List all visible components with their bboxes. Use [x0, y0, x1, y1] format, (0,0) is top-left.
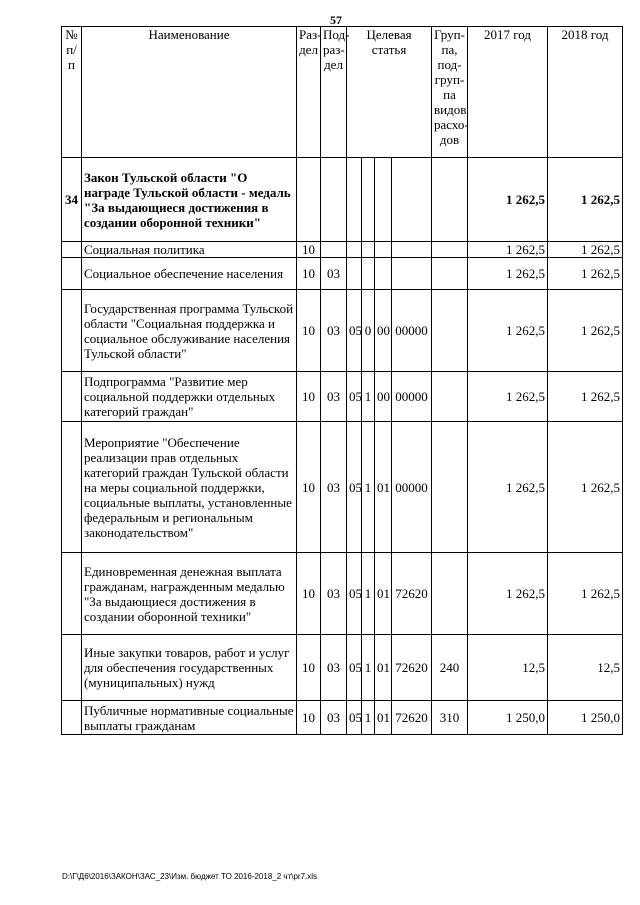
cell-razdel: 10 — [297, 242, 321, 258]
cell-cs-program: 05 — [347, 701, 362, 735]
cell-cs-direction: 00000 — [392, 422, 432, 553]
cell-cs-direction: 72620 — [392, 553, 432, 635]
cell-num — [62, 422, 82, 553]
cell-name: Мероприятие "Обеспечение реализации прав отдельных категорий граждан Тульской области на меры социальной поддержки, социальные выплаты, установленные федеральным и региональным законодательством" — [82, 422, 297, 553]
cell-podrazdel: 03 — [321, 701, 347, 735]
footer-file-path: D:\Г\Д6\2016\ЗАКОН\ЗАС_23\Изм. бюджет ТО 2016-2018_2 чт\pr7.xls — [62, 872, 318, 881]
table-row — [62, 553, 623, 635]
cell-cs-program: 05 — [347, 553, 362, 635]
cell-2017: 1 262,5 — [468, 422, 548, 553]
cell-cs-subprogram: 1 — [362, 422, 375, 553]
cell-cs-program — [347, 258, 362, 290]
cell-podrazdel: 03 — [321, 258, 347, 290]
cell-cs-program: 05 — [347, 290, 362, 372]
cell-2017: 1 262,5 — [468, 258, 548, 290]
cell-razdel: 10 — [297, 372, 321, 422]
cell-cs-subprogram: 1 — [362, 372, 375, 422]
cell-name: Единовременная денежная выплата гражданам, награжденным медалью "За выдающиеся достижения в создании оборонной техники" — [82, 553, 297, 635]
cell-vr — [432, 158, 468, 242]
table-row — [62, 258, 623, 290]
cell-vr — [432, 290, 468, 372]
cell-cs-program: 05 — [347, 372, 362, 422]
cell-razdel: 10 — [297, 635, 321, 701]
cell-razdel: 10 — [297, 701, 321, 735]
table-header-row — [62, 27, 623, 158]
cell-2018: 1 250,0 — [548, 701, 623, 735]
cell-cs-subprogram: 1 — [362, 635, 375, 701]
cell-cs-program — [347, 158, 362, 242]
cell-cs-event: 01 — [375, 701, 392, 735]
table-row — [62, 701, 623, 735]
cell-cs-event: 00 — [375, 372, 392, 422]
cell-2017: 1 262,5 — [468, 290, 548, 372]
cell-2018: 12,5 — [548, 635, 623, 701]
cell-cs-subprogram: 1 — [362, 553, 375, 635]
header-2018: 2018 год — [548, 27, 623, 158]
cell-podrazdel — [321, 158, 347, 242]
cell-cs-event: 00 — [375, 290, 392, 372]
budget-table — [61, 26, 623, 735]
cell-2018: 1 262,5 — [548, 290, 623, 372]
cell-cs-event: 01 — [375, 635, 392, 701]
table-row — [62, 422, 623, 553]
table-row — [62, 635, 623, 701]
cell-vr — [432, 372, 468, 422]
cell-name: Социальная политика — [82, 242, 297, 258]
cell-num — [62, 553, 82, 635]
cell-name: Подпрограмма "Развитие мер социальной поддержки отдельных категорий граждан" — [82, 372, 297, 422]
cell-cs-subprogram — [362, 258, 375, 290]
cell-cs-event — [375, 258, 392, 290]
cell-name: Государственная программа Тульской области "Социальная поддержка и социальное обслуживание населения Тульской области" — [82, 290, 297, 372]
cell-podrazdel: 03 — [321, 635, 347, 701]
table-row — [62, 372, 623, 422]
cell-cs-direction — [392, 242, 432, 258]
cell-cs-subprogram: 0 — [362, 290, 375, 372]
cell-cs-program — [347, 242, 362, 258]
cell-cs-direction: 00000 — [392, 290, 432, 372]
cell-cs-direction — [392, 158, 432, 242]
cell-cs-direction: 72620 — [392, 635, 432, 701]
cell-cs-direction: 72620 — [392, 701, 432, 735]
cell-2017: 1 262,5 — [468, 372, 548, 422]
cell-2018: 1 262,5 — [548, 422, 623, 553]
cell-name: Социальное обеспечение населения — [82, 258, 297, 290]
cell-podrazdel — [321, 242, 347, 258]
header-razdel: Раз- дел — [297, 27, 321, 158]
cell-num — [62, 290, 82, 372]
header-num: № п/ п — [62, 27, 82, 158]
cell-razdel — [297, 158, 321, 242]
page-number: 57 — [330, 13, 342, 27]
cell-name: Закон Тульской области "О награде Тульской области - медаль "За выдающиеся достижения в создании оборонной техники" — [82, 158, 297, 242]
cell-cs-subprogram — [362, 158, 375, 242]
cell-cs-event — [375, 242, 392, 258]
header-podrazdel: Под- раз- дел — [321, 27, 347, 158]
cell-cs-subprogram — [362, 242, 375, 258]
cell-podrazdel: 03 — [321, 422, 347, 553]
cell-2017: 1 250,0 — [468, 701, 548, 735]
cell-razdel: 10 — [297, 258, 321, 290]
cell-name: Иные закупки товаров, работ и услуг для обеспечения государственных (муниципальных) нужд — [82, 635, 297, 701]
cell-num — [62, 635, 82, 701]
cell-vr: 310 — [432, 701, 468, 735]
cell-2017: 1 262,5 — [468, 158, 548, 242]
cell-razdel: 10 — [297, 290, 321, 372]
cell-cs-event: 01 — [375, 553, 392, 635]
cell-cs-program: 05 — [347, 422, 362, 553]
header-2017: 2017 год — [468, 27, 548, 158]
cell-podrazdel: 03 — [321, 290, 347, 372]
cell-cs-event — [375, 158, 392, 242]
cell-num — [62, 701, 82, 735]
cell-name: Публичные нормативные социальные выплаты гражданам — [82, 701, 297, 735]
cell-2017: 12,5 — [468, 635, 548, 701]
cell-cs-direction: 00000 — [392, 372, 432, 422]
cell-num: 34 — [62, 158, 82, 242]
cell-cs-direction — [392, 258, 432, 290]
cell-vr — [432, 422, 468, 553]
cell-num — [62, 258, 82, 290]
cell-vr: 240 — [432, 635, 468, 701]
cell-vr — [432, 242, 468, 258]
cell-2017: 1 262,5 — [468, 242, 548, 258]
header-gruppa: Груп- па, под- груп- па видов расхо- дов — [432, 27, 468, 158]
cell-num — [62, 242, 82, 258]
cell-cs-subprogram: 1 — [362, 701, 375, 735]
cell-razdel: 10 — [297, 422, 321, 553]
cell-2017: 1 262,5 — [468, 553, 548, 635]
header-celevaya-statya: Целевая статья — [347, 27, 432, 158]
table-row — [62, 242, 623, 258]
cell-vr — [432, 553, 468, 635]
cell-2018: 1 262,5 — [548, 158, 623, 242]
table-row — [62, 290, 623, 372]
cell-cs-event: 01 — [375, 422, 392, 553]
cell-num — [62, 372, 82, 422]
cell-vr — [432, 258, 468, 290]
cell-2018: 1 262,5 — [548, 372, 623, 422]
cell-cs-program: 05 — [347, 635, 362, 701]
header-name: Наименование — [82, 27, 297, 158]
table-row — [62, 158, 623, 242]
cell-2018: 1 262,5 — [548, 553, 623, 635]
cell-2018: 1 262,5 — [548, 258, 623, 290]
cell-2018: 1 262,5 — [548, 242, 623, 258]
cell-razdel: 10 — [297, 553, 321, 635]
cell-podrazdel: 03 — [321, 372, 347, 422]
cell-podrazdel: 03 — [321, 553, 347, 635]
